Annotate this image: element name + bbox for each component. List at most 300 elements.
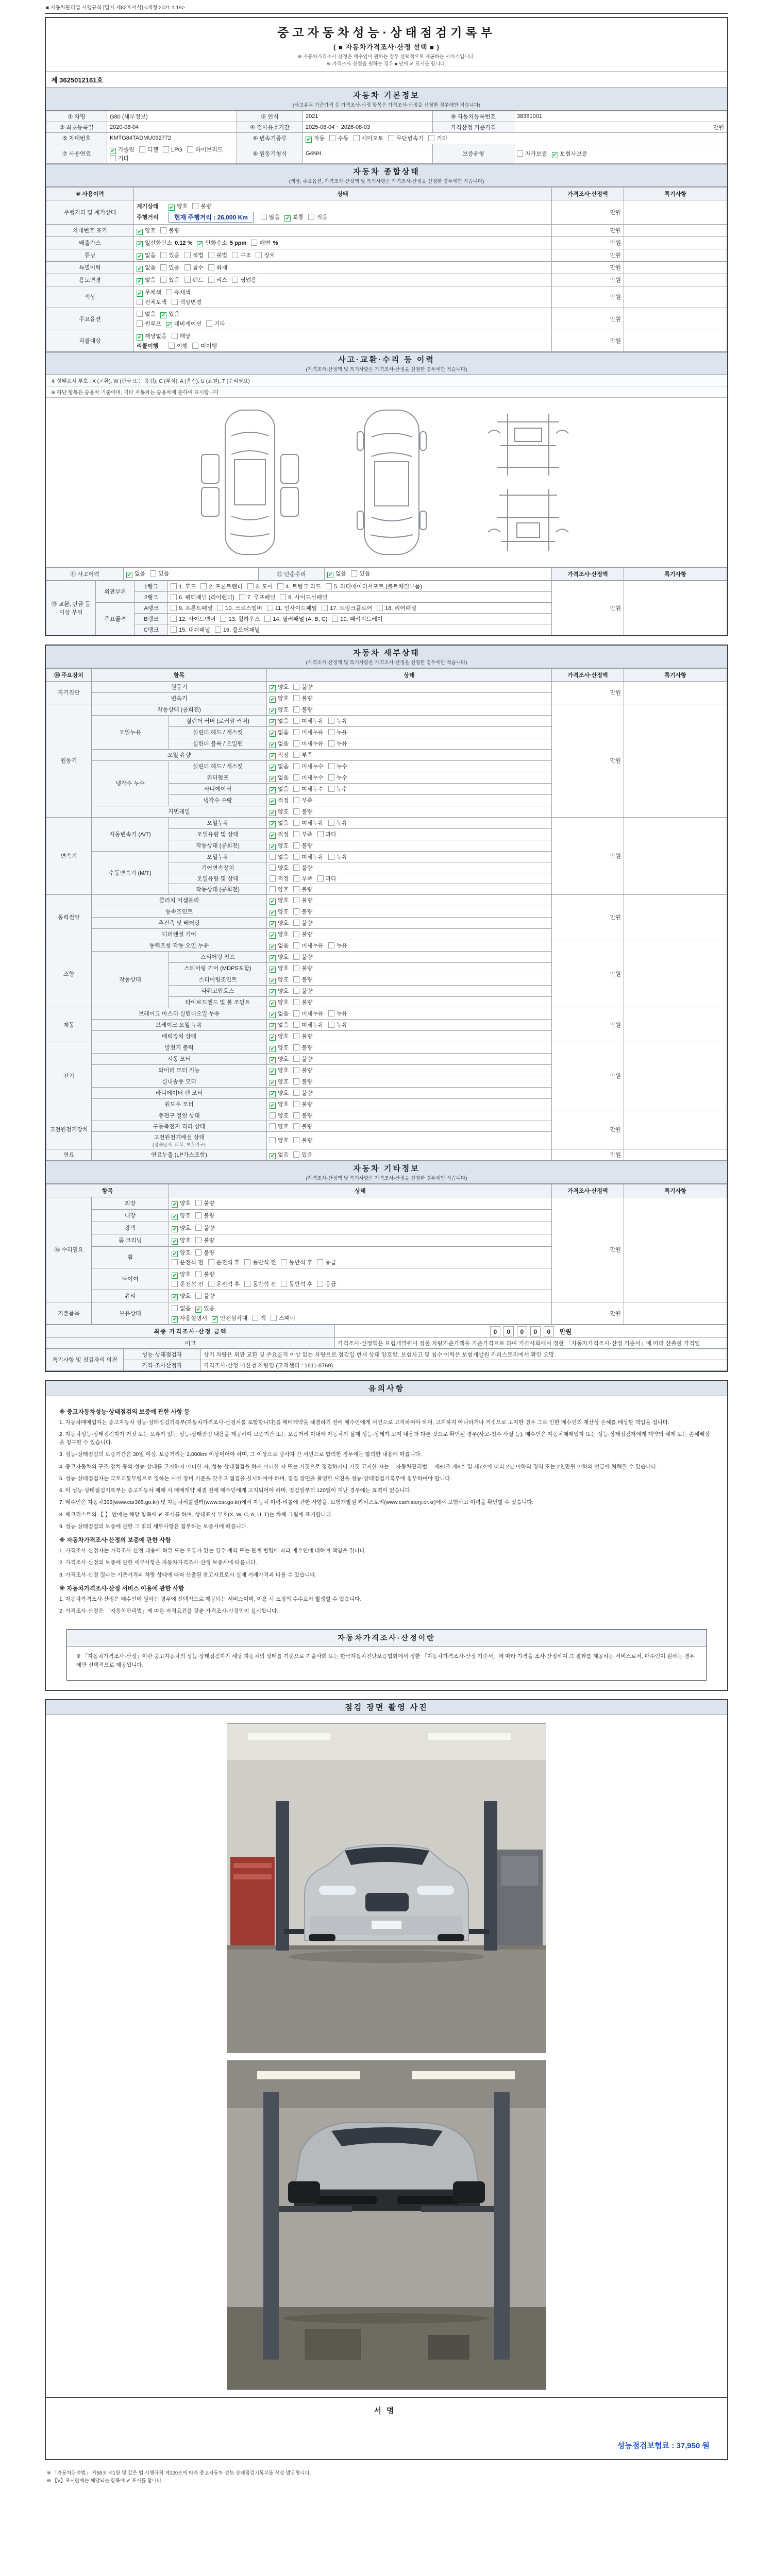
overall-group bbox=[137, 288, 195, 297]
document-page bbox=[45, 0, 728, 2500]
detail-checkbox[interactable] bbox=[293, 1045, 312, 1051]
detail-checkbox[interactable] bbox=[270, 1045, 289, 1051]
etc-extra-checkbox[interactable] bbox=[172, 1260, 204, 1266]
etc-checkbox[interactable] bbox=[195, 1225, 214, 1231]
transmission-options-checkbox[interactable] bbox=[329, 135, 348, 142]
option-label: 사용설명서 bbox=[180, 1315, 208, 1321]
detail-checkbox[interactable] bbox=[293, 786, 324, 792]
etc-checkbox[interactable] bbox=[195, 1293, 214, 1299]
etc-extra-checkbox[interactable] bbox=[281, 1260, 313, 1266]
overall-checkbox[interactable] bbox=[284, 214, 304, 221]
option-label: 13. 휠하우스 bbox=[228, 616, 260, 622]
detail-checkbox[interactable] bbox=[293, 909, 312, 915]
option-label: 리스 bbox=[216, 277, 228, 283]
item-label: 등속조인트 bbox=[92, 906, 267, 917]
subitem-label: 타이로드엔드 및 볼 조인트 bbox=[169, 996, 267, 1008]
option-label: 누유 bbox=[336, 740, 348, 747]
warranty-type-options-checkbox[interactable] bbox=[517, 151, 547, 157]
detail-col-note: 특기사항 bbox=[624, 668, 727, 681]
option-label: 불량 bbox=[301, 1044, 313, 1051]
detail-checkbox[interactable] bbox=[293, 696, 312, 702]
price-cell: 만원 bbox=[552, 1197, 624, 1302]
overall-checkbox[interactable] bbox=[160, 228, 179, 234]
car-frame-diagrams bbox=[477, 410, 580, 555]
detail-checkbox[interactable] bbox=[270, 1022, 289, 1028]
detail-checkbox[interactable] bbox=[328, 764, 347, 770]
detail-checkbox[interactable] bbox=[270, 1011, 289, 1017]
note-cell bbox=[624, 1042, 727, 1110]
unchecked-checkbox-icon bbox=[293, 706, 299, 713]
detail-checkbox[interactable] bbox=[293, 1022, 324, 1028]
detail-checkbox[interactable] bbox=[293, 1033, 312, 1040]
overall-checkbox[interactable] bbox=[137, 333, 167, 340]
detail-checkbox[interactable] bbox=[328, 775, 347, 781]
overall-checkbox[interactable] bbox=[172, 299, 202, 306]
price-cell: 만원 bbox=[552, 817, 624, 894]
accident-history-options-checkbox[interactable] bbox=[150, 571, 169, 577]
detail-checkbox[interactable] bbox=[270, 887, 289, 893]
overall-checkbox[interactable] bbox=[137, 321, 161, 327]
overall-checkbox[interactable] bbox=[137, 228, 156, 234]
checked-checkbox-icon: ✔ bbox=[270, 1000, 275, 1007]
etc-info-table bbox=[46, 1184, 727, 1325]
note-cell bbox=[624, 236, 727, 249]
option-label: 동반석 전 bbox=[253, 1281, 276, 1287]
device-label: 고전원전기장치 bbox=[46, 1110, 92, 1149]
detail-checkbox[interactable] bbox=[293, 775, 324, 781]
unchecked-checkbox-icon bbox=[281, 1259, 287, 1265]
overall-checkbox[interactable] bbox=[137, 277, 156, 283]
fuel-options-checkbox[interactable] bbox=[139, 147, 158, 153]
overall-checkbox[interactable] bbox=[261, 214, 280, 221]
detail-checkbox[interactable] bbox=[270, 931, 289, 938]
overall-checkbox[interactable] bbox=[137, 311, 156, 317]
etc-extra-checkbox[interactable] bbox=[252, 1315, 266, 1321]
unchecked-checkbox-icon bbox=[293, 942, 299, 948]
unchecked-checkbox-icon bbox=[293, 965, 299, 971]
note-cell bbox=[624, 704, 727, 817]
etc-extra-checkbox[interactable] bbox=[317, 1281, 336, 1287]
detail-checkbox[interactable] bbox=[293, 954, 312, 960]
photos-title: 점검 장면 촬영 사진 bbox=[345, 1703, 428, 1713]
detail-checkbox[interactable] bbox=[293, 718, 324, 724]
detail-checkbox[interactable] bbox=[270, 965, 289, 972]
transmission-options-group bbox=[306, 135, 452, 142]
detail-checkbox[interactable] bbox=[328, 1011, 347, 1017]
overall-checkbox[interactable] bbox=[192, 204, 211, 210]
detail-checkbox[interactable] bbox=[293, 965, 312, 972]
detail-checkbox[interactable] bbox=[317, 876, 337, 882]
detail-checkbox[interactable] bbox=[293, 809, 312, 815]
checked-checkbox-icon: ✔ bbox=[137, 241, 142, 247]
detail-row bbox=[46, 681, 727, 692]
simple-repair-options-checkbox[interactable] bbox=[351, 571, 370, 577]
overall-checkbox[interactable] bbox=[206, 321, 225, 327]
note-cell bbox=[624, 817, 727, 894]
price-cell: 만원 bbox=[552, 308, 624, 330]
etc-extra-checkbox[interactable] bbox=[212, 1315, 247, 1321]
detail-checkbox[interactable] bbox=[293, 999, 312, 1006]
unchecked-checkbox-icon bbox=[328, 740, 334, 747]
checked-checkbox-icon: ✔ bbox=[137, 228, 142, 235]
overall-checkbox[interactable] bbox=[251, 240, 278, 246]
overall-checkbox[interactable] bbox=[208, 265, 227, 271]
etc-checkbox[interactable] bbox=[172, 1272, 191, 1278]
price-cell: 만원 bbox=[552, 236, 624, 249]
detail-state-cell bbox=[267, 1121, 552, 1131]
accident-rank-label: A랭크 bbox=[135, 602, 168, 613]
note-cell bbox=[624, 308, 727, 330]
detail-checkbox[interactable] bbox=[270, 1138, 289, 1144]
basic-section-title: 자동차 기본정보 bbox=[353, 91, 420, 100]
etc-group bbox=[172, 1248, 220, 1257]
detail-checkbox[interactable] bbox=[270, 775, 289, 781]
detail-checkbox[interactable] bbox=[270, 809, 289, 815]
accident-part-checkbox[interactable] bbox=[264, 616, 327, 622]
detail-checkbox[interactable] bbox=[293, 684, 312, 690]
checked-checkbox-icon: ✔ bbox=[270, 1079, 275, 1086]
etc-checkbox[interactable] bbox=[195, 1213, 214, 1219]
detail-checkbox[interactable] bbox=[270, 832, 289, 838]
option-label: 적정 bbox=[278, 875, 289, 882]
accident-part-checkbox[interactable] bbox=[280, 595, 327, 601]
detail-checkbox[interactable] bbox=[270, 909, 289, 915]
etc-item-label: 타이어 bbox=[92, 1268, 169, 1290]
transmission-options-checkbox[interactable] bbox=[388, 135, 424, 142]
option-label: 네비게이션 bbox=[174, 320, 202, 327]
detail-checkbox[interactable] bbox=[270, 999, 289, 1006]
detail-checkbox[interactable] bbox=[317, 832, 337, 838]
detail-checkbox[interactable] bbox=[270, 1079, 289, 1085]
detail-checkbox[interactable] bbox=[293, 1067, 312, 1074]
unchecked-checkbox-icon bbox=[328, 718, 334, 724]
overall-checkbox[interactable] bbox=[137, 265, 156, 271]
overall-checkbox[interactable] bbox=[160, 277, 179, 283]
option-label: 양호 bbox=[278, 1090, 289, 1096]
detail-checkbox[interactable] bbox=[293, 798, 312, 804]
unchecked-checkbox-icon bbox=[328, 942, 334, 948]
detail-state-cell bbox=[267, 873, 552, 884]
overall-checkbox[interactable] bbox=[184, 265, 204, 271]
detail-checkbox[interactable] bbox=[328, 854, 347, 860]
option-label: 미세누유 bbox=[301, 740, 324, 747]
accident-part-checkbox[interactable] bbox=[326, 584, 422, 590]
option-label: 없음 bbox=[278, 942, 289, 949]
overall-group bbox=[137, 298, 206, 306]
etc-checkbox[interactable] bbox=[172, 1200, 191, 1207]
overall-checkbox[interactable] bbox=[169, 343, 188, 349]
overall-checkbox[interactable] bbox=[137, 240, 192, 246]
overall-checkbox[interactable] bbox=[172, 333, 191, 340]
detail-checkbox[interactable] bbox=[270, 854, 289, 860]
etc-extra-checkbox[interactable] bbox=[281, 1281, 313, 1287]
device-label: 원동기 bbox=[46, 704, 92, 817]
checked-checkbox-icon: ✔ bbox=[285, 215, 290, 222]
detail-checkbox[interactable] bbox=[293, 876, 312, 882]
overall-checkbox[interactable] bbox=[137, 290, 161, 296]
detail-checkbox[interactable] bbox=[328, 786, 347, 792]
overall-checkbox[interactable] bbox=[197, 240, 246, 246]
detail-checkbox[interactable] bbox=[293, 1056, 312, 1062]
option-value: 0.12 % bbox=[175, 240, 193, 246]
detail-checkbox[interactable] bbox=[270, 1152, 289, 1158]
detail-checkbox[interactable] bbox=[270, 1090, 289, 1096]
detail-checkbox[interactable] bbox=[270, 954, 289, 960]
unchecked-checkbox-icon bbox=[293, 729, 299, 735]
accident-part-checkbox[interactable] bbox=[267, 605, 317, 612]
detail-checkbox[interactable] bbox=[293, 887, 312, 893]
accident-part-checkbox[interactable] bbox=[217, 605, 262, 612]
overall-checkbox[interactable] bbox=[208, 252, 227, 259]
detail-checkbox[interactable] bbox=[270, 752, 289, 758]
overall-checkbox[interactable] bbox=[184, 277, 204, 283]
etc-state-cell bbox=[169, 1234, 552, 1246]
etc-extra-checkbox[interactable] bbox=[271, 1315, 295, 1321]
base-price-label: 가격산정 기준가격 bbox=[433, 122, 514, 132]
transmission-options-checkbox[interactable] bbox=[306, 135, 325, 142]
detail-row bbox=[46, 1042, 727, 1053]
detail-group bbox=[270, 775, 352, 781]
accident-part-checkbox[interactable] bbox=[377, 605, 416, 612]
fuel-options-checkbox[interactable] bbox=[110, 156, 129, 162]
detail-checkbox[interactable] bbox=[293, 730, 324, 736]
detail-checkbox[interactable] bbox=[270, 843, 289, 849]
document-subtitle: ( ■ 자동차가격조사·산정 선택 ■ ) bbox=[333, 43, 440, 51]
detail-checkbox[interactable] bbox=[270, 977, 289, 983]
option-label: 누유 bbox=[336, 942, 348, 949]
detail-checkbox[interactable] bbox=[293, 1113, 312, 1119]
detail-group bbox=[270, 1033, 317, 1040]
unchecked-checkbox-icon bbox=[232, 252, 238, 258]
overall-group bbox=[137, 319, 230, 328]
price-cell: 만원 bbox=[552, 286, 624, 308]
option-label: 불량 bbox=[301, 908, 313, 915]
detail-checkbox[interactable] bbox=[293, 865, 312, 871]
detail-checkbox[interactable] bbox=[293, 707, 312, 713]
etc-extra-checkbox[interactable] bbox=[172, 1315, 207, 1321]
accident-part-checkbox[interactable] bbox=[322, 605, 372, 612]
detail-checkbox[interactable] bbox=[270, 988, 289, 994]
detail-checkbox[interactable] bbox=[270, 718, 289, 724]
detail-checkbox[interactable] bbox=[270, 707, 289, 713]
fuel-options-checkbox[interactable] bbox=[187, 147, 223, 153]
etc-extra-checkbox[interactable] bbox=[317, 1260, 336, 1266]
detail-checkbox[interactable] bbox=[293, 920, 312, 926]
overall-checkbox[interactable] bbox=[256, 252, 275, 259]
etc-extra-checkbox[interactable] bbox=[244, 1281, 276, 1287]
detail-checkbox[interactable] bbox=[328, 943, 347, 949]
checked-checkbox-icon: ✔ bbox=[172, 1213, 177, 1220]
etc-checkbox[interactable] bbox=[172, 1238, 191, 1244]
detail-checkbox[interactable] bbox=[270, 1033, 289, 1040]
accident-part-checkbox[interactable] bbox=[220, 616, 260, 622]
overall-checkbox[interactable] bbox=[192, 343, 217, 349]
detail-checkbox[interactable] bbox=[293, 764, 324, 770]
detail-checkbox[interactable] bbox=[270, 1101, 289, 1108]
accident-part-checkbox[interactable] bbox=[239, 595, 276, 601]
state-line bbox=[137, 201, 549, 211]
overall-checkbox[interactable] bbox=[232, 252, 251, 259]
detail-checkbox[interactable] bbox=[270, 820, 289, 826]
detail-group bbox=[270, 876, 341, 882]
accident-part-checkbox[interactable] bbox=[171, 627, 210, 633]
detail-group bbox=[270, 897, 317, 904]
accident-part-checkbox[interactable] bbox=[332, 616, 382, 622]
detail-checkbox[interactable] bbox=[270, 741, 289, 747]
overall-group bbox=[137, 239, 282, 247]
accident-part-checkbox[interactable] bbox=[171, 595, 234, 601]
unchecked-checkbox-icon bbox=[293, 1067, 299, 1073]
etc-extra-checkbox[interactable] bbox=[208, 1281, 240, 1287]
overall-checkbox[interactable] bbox=[137, 252, 156, 259]
detail-checkbox[interactable] bbox=[328, 741, 347, 747]
etc-checkbox[interactable] bbox=[195, 1200, 214, 1207]
detail-checkbox[interactable] bbox=[293, 1124, 312, 1130]
transmission-options-checkbox[interactable] bbox=[354, 135, 384, 142]
option-label: 자동 bbox=[314, 135, 325, 142]
unchecked-checkbox-icon bbox=[293, 740, 299, 747]
detail-checkbox[interactable] bbox=[270, 684, 289, 690]
unchecked-checkbox-icon bbox=[293, 988, 299, 994]
detail-checkbox[interactable] bbox=[293, 820, 324, 826]
detail-checkbox[interactable] bbox=[293, 977, 312, 983]
detail-checkbox[interactable] bbox=[270, 764, 289, 770]
current-mileage-badge: 현재 주행거리 : 26,000 Km bbox=[169, 212, 254, 223]
engine-type-label: ⑧ 원동기형식 bbox=[237, 144, 303, 163]
vin-label: ⑤ 차대번호 bbox=[46, 132, 107, 144]
detail-checkbox[interactable] bbox=[293, 1011, 324, 1017]
detail-checkbox[interactable] bbox=[270, 1067, 289, 1074]
overall-checkbox[interactable] bbox=[232, 277, 257, 283]
unchecked-checkbox-icon bbox=[160, 277, 166, 283]
etc-checkbox[interactable] bbox=[172, 1250, 191, 1256]
detail-checkbox[interactable] bbox=[270, 1124, 289, 1130]
inspection-photo-underbody bbox=[227, 2060, 546, 2390]
detail-checkbox[interactable] bbox=[270, 1056, 289, 1062]
etc-checkbox[interactable] bbox=[172, 1306, 191, 1312]
accident-part-checkbox[interactable] bbox=[171, 616, 215, 622]
accident-part-checkbox[interactable] bbox=[171, 605, 212, 612]
fuel-options-checkbox[interactable] bbox=[110, 147, 135, 153]
detail-row bbox=[46, 1008, 727, 1019]
detail-checkbox[interactable] bbox=[293, 943, 324, 949]
detail-checkbox[interactable] bbox=[293, 1101, 312, 1108]
etc-checkbox[interactable] bbox=[195, 1250, 214, 1256]
etc-checkbox[interactable] bbox=[195, 1306, 214, 1312]
overall-checkbox[interactable] bbox=[169, 204, 188, 210]
detail-checkbox[interactable] bbox=[293, 1090, 312, 1096]
option-label: 2. 프론트펜더 bbox=[209, 583, 243, 590]
detail-checkbox[interactable] bbox=[328, 730, 347, 736]
etc-checkbox[interactable] bbox=[172, 1225, 191, 1231]
detail-checkbox[interactable] bbox=[328, 718, 347, 724]
checked-checkbox-icon: ✔ bbox=[270, 1153, 275, 1159]
detail-checkbox[interactable] bbox=[293, 931, 312, 938]
detail-group bbox=[270, 707, 317, 713]
accident-part-checkbox[interactable] bbox=[200, 584, 242, 590]
option-label: 불량 bbox=[301, 897, 313, 904]
overall-checkbox[interactable] bbox=[184, 252, 204, 259]
detail-state-cell bbox=[267, 1076, 552, 1087]
unchecked-checkbox-icon bbox=[215, 626, 221, 633]
detail-checkbox[interactable] bbox=[270, 897, 289, 904]
overall-checkbox[interactable] bbox=[160, 252, 179, 259]
detail-checkbox[interactable] bbox=[270, 798, 289, 804]
warranty-type-options-checkbox[interactable] bbox=[552, 151, 587, 157]
detail-checkbox[interactable] bbox=[293, 741, 324, 747]
etc-checkbox[interactable] bbox=[172, 1213, 191, 1219]
detail-checkbox[interactable] bbox=[270, 786, 289, 792]
etc-checkbox[interactable] bbox=[195, 1238, 214, 1244]
detail-checkbox[interactable] bbox=[270, 730, 289, 736]
accident-part-checkbox[interactable] bbox=[215, 627, 260, 633]
detail-checkbox[interactable] bbox=[270, 1113, 289, 1119]
unchecked-checkbox-icon bbox=[150, 570, 156, 577]
overall-checkbox[interactable] bbox=[137, 299, 167, 306]
checked-checkbox-icon: ✔ bbox=[270, 1023, 275, 1029]
detail-checkbox[interactable] bbox=[293, 1079, 312, 1085]
detail-state-table bbox=[46, 668, 727, 1161]
etc-checkbox[interactable] bbox=[172, 1293, 191, 1299]
overall-checkbox[interactable] bbox=[166, 321, 201, 327]
unchecked-checkbox-icon bbox=[293, 797, 299, 803]
detail-checkbox[interactable] bbox=[293, 1138, 312, 1144]
overall-checkbox[interactable] bbox=[308, 214, 327, 221]
etc-item-label: 내장 bbox=[92, 1209, 169, 1222]
detail-checkbox[interactable] bbox=[293, 897, 312, 904]
detail-checkbox[interactable] bbox=[270, 943, 289, 949]
accident-part-checkbox[interactable] bbox=[247, 584, 273, 590]
subitem-label: 냉각수 수량 bbox=[169, 794, 267, 806]
detail-checkbox[interactable] bbox=[270, 920, 289, 926]
accident-history-options-checkbox[interactable] bbox=[126, 571, 145, 577]
transmission-options-checkbox[interactable] bbox=[428, 135, 447, 142]
etc-extra-checkbox[interactable] bbox=[244, 1260, 276, 1266]
accident-part-checkbox[interactable] bbox=[171, 584, 196, 590]
option-label: 적정 bbox=[278, 831, 289, 838]
accident-part-checkbox[interactable] bbox=[277, 584, 321, 590]
overall-checkbox[interactable] bbox=[160, 311, 179, 317]
simple-repair-options-checkbox[interactable] bbox=[327, 571, 346, 577]
unchecked-checkbox-icon bbox=[293, 1137, 299, 1143]
fuel-options-checkbox[interactable] bbox=[163, 147, 182, 153]
detail-checkbox[interactable] bbox=[293, 988, 312, 994]
detail-state-cell bbox=[267, 726, 552, 738]
detail-checkbox[interactable] bbox=[293, 843, 312, 849]
inspection-period-value: 2025-08-04 ~ 2026-08-03 bbox=[303, 122, 433, 132]
detail-checkbox[interactable] bbox=[293, 752, 312, 758]
detail-checkbox[interactable] bbox=[270, 696, 289, 702]
checked-checkbox-icon: ✔ bbox=[270, 921, 275, 927]
detail-group bbox=[270, 954, 317, 960]
detail-checkbox[interactable] bbox=[270, 876, 289, 882]
unchecked-checkbox-icon bbox=[293, 684, 299, 690]
detail-checkbox[interactable] bbox=[293, 854, 324, 860]
detail-checkbox[interactable] bbox=[293, 832, 312, 838]
overall-checkbox[interactable] bbox=[160, 265, 179, 271]
item-label: 배력장치 상태 bbox=[92, 1030, 267, 1042]
overall-checkbox[interactable] bbox=[166, 290, 191, 296]
etc-checkbox[interactable] bbox=[195, 1272, 214, 1278]
overall-checkbox[interactable] bbox=[208, 277, 227, 283]
etc-extra-checkbox[interactable] bbox=[208, 1260, 240, 1266]
detail-checkbox[interactable] bbox=[270, 865, 289, 871]
etc-extra-checkbox[interactable] bbox=[172, 1281, 204, 1287]
detail-checkbox[interactable] bbox=[328, 1022, 347, 1028]
unchecked-checkbox-icon bbox=[192, 203, 198, 209]
detail-checkbox[interactable] bbox=[293, 1152, 312, 1158]
detail-checkbox[interactable] bbox=[328, 820, 347, 826]
